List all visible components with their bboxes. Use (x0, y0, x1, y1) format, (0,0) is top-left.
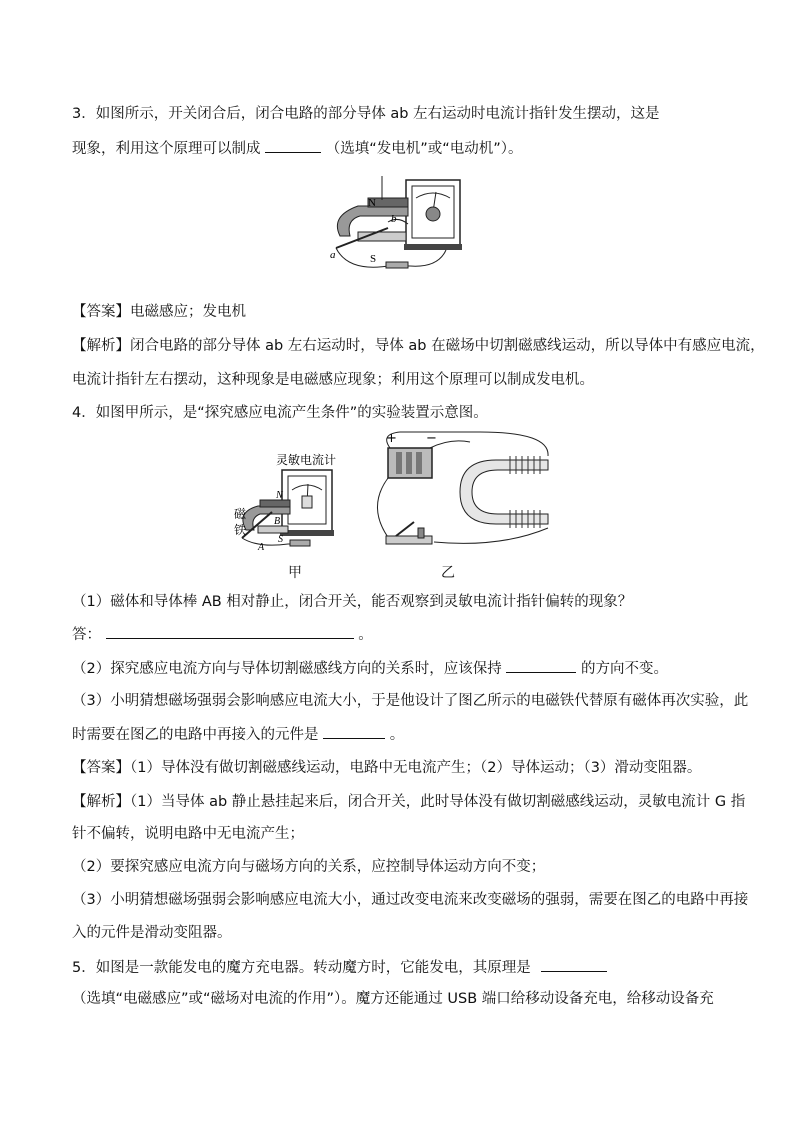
q4-caption-yi: 乙 (441, 565, 455, 581)
q4-label-a: A (258, 542, 265, 552)
q4-sub1-answer-blank[interactable] (106, 624, 354, 639)
q4-sub2-blank[interactable] (506, 658, 576, 673)
q3-analysis-line2: 电流计指针左右摆动，这种现象是电磁感应现象；利用这个原理可以制成发电机。 (72, 372, 594, 388)
q4-label-s: S (278, 534, 283, 545)
q4-sub3-suffix: 。 (389, 727, 405, 743)
q4-sub1: （1）磁体和导体棒 AB 相对静止，闭合开关，能否观察到灵敏电流计指针偏转的现象？ (72, 594, 633, 610)
q5-blank[interactable] (541, 957, 607, 972)
q4-sub1-answer (72, 624, 373, 645)
q5-line2: （选填“电磁感应”或“磁场对电流的作用”）。魔方还能通过 USB 端口给移动设备充电，给移动设备充 (72, 991, 714, 1007)
q3-answer-blank[interactable] (265, 138, 321, 153)
q4-answer: 【答案】（1）导体没有做切割磁感线运动，电路中无电流产生；（2）导体运动；（3）滑动变阻器。 (72, 760, 702, 776)
q4-analysis-line2: 针不偏转，说明电路中无电流产生； (72, 826, 304, 842)
q5-line1-text: 5．如图是一款能发电的魔方充电器。转动魔方时，它能发电，其原理是 (72, 960, 531, 976)
q4-caption-jia: 甲 (288, 565, 302, 581)
q3-figure (328, 176, 468, 276)
q4-magnet-label-2: 铁 (234, 523, 247, 537)
q3-analysis-line1: 【解析】闭合电路的部分导体 ab 左右运动时，导体 ab 在磁场中切割磁感线运动，所以导体中有感应电流， (72, 338, 765, 354)
q4-line1: 4．如图甲所示，是“探究感应电流产生条件”的实验装置示意图。 (72, 405, 488, 421)
q3-line1: 3．如图所示，开关闭合后，闭合电路的部分导体 ab 左右运动时电流计指针发生摆动，这是 (72, 106, 660, 122)
q3-label-n: N (368, 197, 376, 209)
q4-label-plus: + (386, 431, 397, 446)
q4-answer-prefix: 答： (72, 627, 101, 643)
q3-line2-prefix: 现象，利用这个原理可以制成 (72, 141, 261, 157)
q3-label-s: S (370, 253, 377, 265)
q4-analysis-line3: （2）要探究感应电流方向与磁场方向的关系，应控制导体运动方向不变； (72, 859, 546, 875)
q4-analysis-line1: 【解析】（1）当导体 ab 静止悬挂起来后，闭合开关，此时导体没有做切割磁感线运动，灵敏电流计 G 指 (72, 794, 746, 810)
q4-sub2 (72, 658, 668, 679)
q3-line2-suffix: （选填“发电机”或“电动机”）。 (325, 141, 523, 157)
q4-sub2-prefix: （2）探究感应电流方向与导体切割磁感线方向的关系时，应该保持 (72, 661, 502, 677)
q4-sub3-line2 (72, 724, 404, 745)
q3-answer: 【答案】电磁感应；发电机 (72, 304, 246, 320)
q4-answer-suffix: 。 (358, 627, 373, 643)
q4-analysis-line4: （3）小明猜想磁场强弱会影响感应电流大小，通过改变电流来改变磁场的强弱，需要在图乙的电路中再接 (72, 892, 749, 908)
q4-sub2-suffix: 的方向不变。 (580, 661, 668, 677)
q3-line2 (72, 138, 523, 159)
q4-label-minus: − (426, 431, 437, 446)
q4-galvanometer-label: 灵敏电流计 (276, 453, 337, 467)
q4-figure-yi (360, 428, 560, 554)
q4-label-b: B (274, 516, 281, 527)
q4-analysis-line5: 入的元件是滑动变阻器。 (72, 925, 232, 941)
q4-sub3-line1: （3）小明猜想磁场强弱会影响感应电流大小，于是他设计了图乙所示的电磁铁代替原有磁体再次实验，此 (72, 693, 749, 709)
q4-sub3-prefix: 时需要在图乙的电路中再接入的元件是 (72, 727, 319, 743)
q3-label-a: a (330, 249, 336, 261)
q3-label-b: b (391, 213, 397, 225)
q4-magnet-label-1: 磁 (234, 507, 247, 521)
q4-label-n: N (276, 490, 283, 501)
q5-line1 (72, 957, 607, 978)
q4-sub3-blank[interactable] (323, 724, 385, 739)
q4-figure-jia (228, 452, 348, 552)
